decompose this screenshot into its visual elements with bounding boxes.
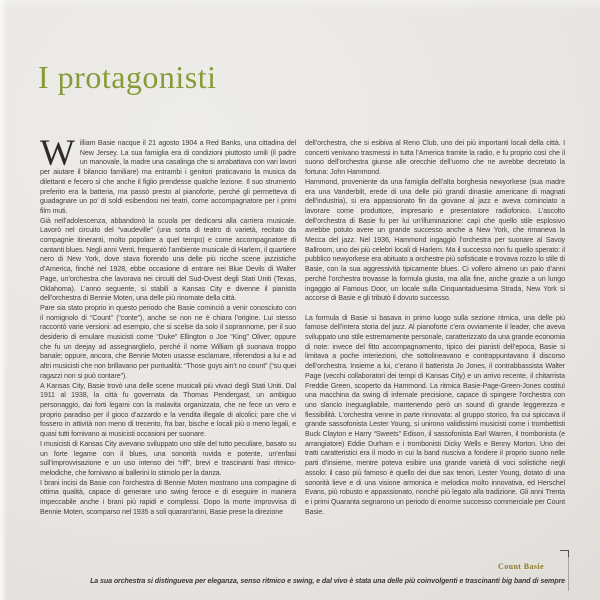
- paragraph: A Kansas City, Basie trovò una delle scene musicali più vivaci degli Stati Uniti. Dal 1911 al 1938, la città fu governata da Thomas Pendergast, un ambiguo personaggio, dai forti legami con la malavita organizzata, che ne fece un vero e proprio paradiso per il gioco d’azzardo e la vendita illegale di alcolici; pare che vi fossero in attività non meno di trecento, fra bar, bische e locali più o meno legali, e quasi tutti fornivano ai musicisti occasioni per suonare.: [40, 381, 296, 439]
- paragraph: I musicisti di Kansas City avevano sviluppato uno stile del tutto peculiare, basato su un forte legame con il blues, una sonorità ruvida e potente, un’enfasi sull’improvvisazione e un uso intenso dei “riff”, brevi e trascinanti frasi ritmico-melodiche, che fornivano ai ballerini lo stimolo per la danza.: [40, 439, 296, 477]
- paragraph: Hammond, proveniente da una famiglia dell’alta borghesia newyorkese (sua madre era una Vanderbilt, erede di una delle più grandi dinastie americane di magnati dell’industria), si era appassionato fin da giovane al jazz e aveva cominciato a lavorare come produttore, impresario e presentatore radiofonico. L’ascolto dell’orchestra di Basie fu per lui un’illuminazione: capì che quello stile esplosivo avrebbe potuto avere un grande successo anche a New York, che rimaneva la Mecca del jazz. Nel 1936, Hammond ingaggiò l’orchestra per suonare al Savoy Ballroom, uno dei più celebri locali di Harlem. Ma il successo non fu quello sperato: il pubblico newyorkese era abituato a orchestre più sofisticate e trovava rozzo lo stile di Basie, con la sua aggressività tipicamente blues. Ci vollero almeno un paio d’anni perché l’orchestra trovasse la formula giusta, ma alla fine, anche grazie a un lungo ingaggio al Famous Door, un locale sulla Cinquantaduesima Strada, New York si accorse di Basie e gli tributò il dovuto successo.: [305, 177, 565, 303]
- photo-caption: La sua orchestra si distingueva per eleganza, senso ritmico e swing, e dal vivo è stata una delle più coinvolgenti e trascinanti big band di sempre: [90, 577, 565, 585]
- paragraph: dell’orchestra, che si esibiva al Reno Club, uno dei più importanti locali della città. I concerti venivano trasmessi in tutta l’America tramite la radio, e fu proprio così che il suono dell’orchestra giunse alle orecchie dell’uomo che ne avrebbe decretato la fortuna: John Hammond.: [305, 139, 565, 177]
- paragraph: [40, 133, 296, 217]
- dropcap: W: [40, 133, 75, 174]
- corner-crop-mark: [560, 550, 569, 557]
- left-column: [40, 133, 296, 517]
- subject-label: Count Basie: [498, 562, 544, 571]
- page-title: I protagonisti: [38, 59, 217, 95]
- footer-rule: [568, 557, 569, 591]
- paragraph: Già nell’adolescenza, abbandonò la scuola per dedicarsi alla carriera musicale. Lavorò nel circuito del “vaudeville” (una sorta di teatro di varietà, recitato da compagnie itineranti, molto popolare a quel tempo) e come accompagnatore di cantanti blues. Negli anni Venti, frequentò l’ambiente musicale di Harlem, il quartiere nero di New York, dove stava fiorendo una delle più ricche scene jazzistiche d’America, finché nel 1928, ebbe occasione di entrare nei Blue Devils di Walter Page, un’orchestra che lavorava nei circuiti del Sud-Ovest degli Stati Uniti (Texas, Oklahoma). L’anno seguente, si stabilì a Kansas City e divenne il pianista dell’orchestra di Bennie Moten, una delle più rinomate della città.: [40, 216, 296, 303]
- article-columns: [40, 133, 565, 517]
- right-column: [305, 139, 565, 517]
- paragraph: La formula di Basie si basava in primo luogo sulla sezione ritmica, una delle più famose dell’intera storia del jazz. Al pianoforte c’era ovviamente il leader, che aveva sviluppato uno stile estremamente personale, caratterizzato da una grande economia di note: invece del fitto accompagnamento, tipico dei pianisti dell’epoca, Basie si limitava a poche interiezioni, che sottolineavano e contrappuntavano il discorso dell’orchestra. Insieme a lui, c’erano il batterista Jo Jones, il contrabbassista Walter Page (vecchi collaboratori dei tempi di Kansas City) e un arrivo recente, il chitarrista Freddie Green, scoperto da Hammond. La ritmica Basie-Page-Green-Jones costituì una macchina da swing di infernale precisione, capace di spingere l’orchestra con uno slancio ineguagliabile, mantenendo però un sound di grande leggerezza e flessibilità. L’orchestra venne in parte rinnovata: al gruppo storico, fra cui spiccava il grande sassofonista Lester Young, si unirono validissimi musicisti come i trombettisti Buck Clayton e Harry “Sweets” Edison, il sassofonista Earl Warren, il trombonista (e arrangiatore) Eddie Durham e i trombonisti Dicky Wells e Benny Morton. Uno dei tratti caratteristici era il modo in cui la band riusciva a fondere il proprio suono nelle parti d’insieme, mentre poteva esibire una grande varietà di voci solistiche negli assolo: il caso più famoso è quello dei due sax tenori, Lester Young, dotato di una sonorità lieve e di una visione armonica e melodica molto innovativa, ed Herschel Evans, più robusto e appassionato, nonché più legato alla tradizione. Gli anni Trenta e i primi Quaranta segnarono un periodo di enorme successo commerciale per Count Basie.: [305, 313, 565, 516]
- paragraph-text: illiam Basie nacque il 21 agosto 1904 a Red Banks, una cittadina del New Jersey. La sua famiglia era di condizioni piuttosto umili (il padre un manovale, la madre una casalinga che si arrabattava con vari lavori per aiutare il bilancio familiare) ma entrambi i genitori praticavano la musica da dilettanti e fecero sì che anche il figlio prendesse qualche lezione. Il suo strumento preferito era la batteria, ma passò presto al pianoforte, perché gli permetteva di guadagnare un po’ di soldi esibendosi nei teatri, come accompagnatore per i primi film muti.: [40, 139, 296, 215]
- paragraph: Pare sia stato proprio in questo periodo che Basie cominciò a venir conosciuto con il nomignolo di “Count” (“conte”), anche se non ne è chiara l’origine. Lui stesso raccontò varie versioni: ad esempio, che si scelse da solo il soprannome, per il suo desiderio di emulare musicisti come “Duke” Ellington o Joe “King” Oliver; oppure che fu un deejay ad assegnarglielo, perché il nome William gli suonava troppo banale; oppure, ancora, che Bennie Moten usasse esclamare, riferendosi a lui e ad altri musicisti che non brillavano per puntualità: “Those guys ain’t no count” (“su quei ragazzi non si può contare”).: [40, 303, 296, 380]
- paragraph: I brani incisi da Basie con l’orchestra di Bennie Moten mostrano una compagine di ottima qualità, capace di generare uno swing feroce e di eseguire in maniera impeccabile anche i brani più rapidi e complessi. Dopo la morte improvvisa di Bennie Moten, scomparso nel 1935 a soli quarant’anni, Basie prese la direzione: [40, 478, 296, 516]
